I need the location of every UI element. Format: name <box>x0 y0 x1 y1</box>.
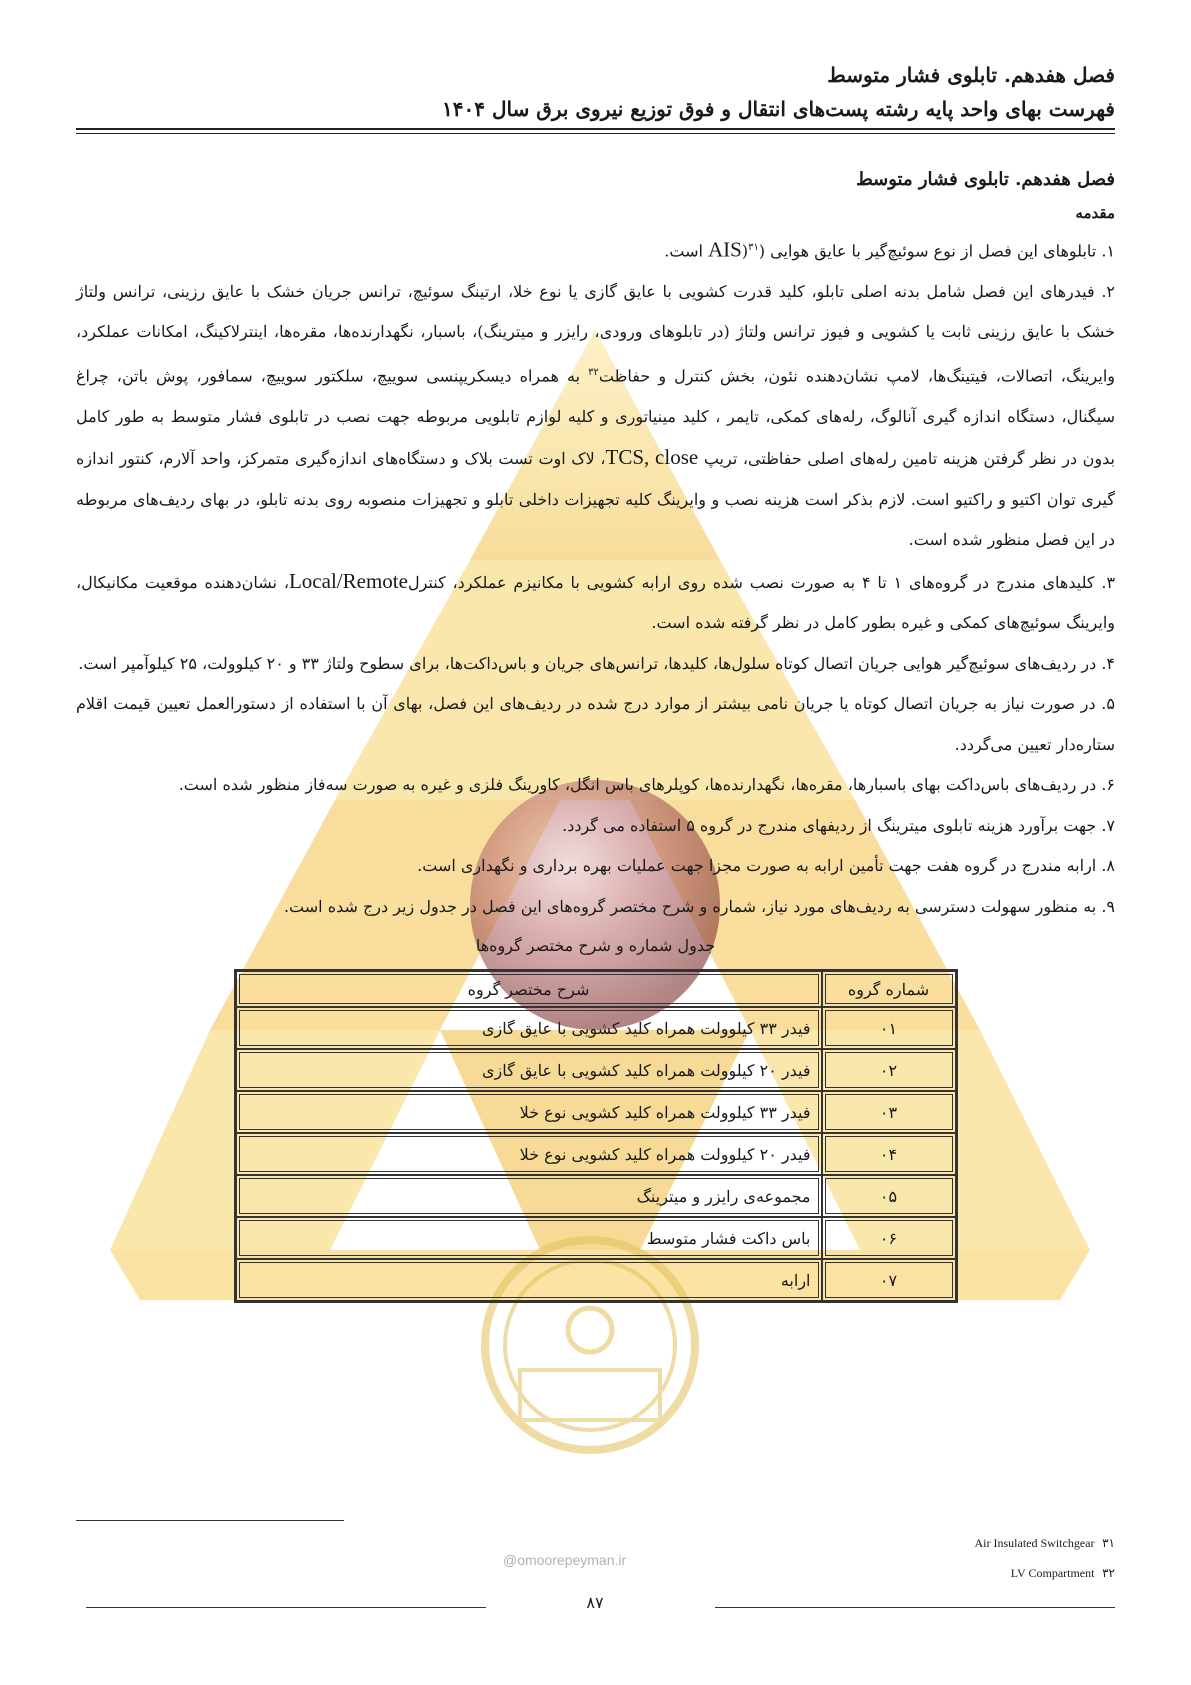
footnote-text: LV Compartment <box>1010 1566 1095 1580</box>
footnotes <box>975 1528 1116 1588</box>
table-row <box>236 1259 956 1301</box>
p2-latin: TCS, close <box>605 445 699 470</box>
header-chapter-title: فصل هفدهم. تابلوی فشار متوسط <box>827 63 1115 87</box>
table-row <box>236 1175 956 1217</box>
header-group-description: شرح مختصر گروه <box>236 971 822 1007</box>
group-number: ۰۷ <box>822 1259 956 1301</box>
table-row <box>236 1007 956 1049</box>
table-row <box>236 1133 956 1175</box>
paragraph-7: ۷. جهت برآورد هزینه تابلوی میترینگ از ردیفهای مندرج در گروه ۵ استفاده می گردد. <box>562 815 1115 835</box>
footer-rule-right <box>715 1607 1115 1608</box>
main-content <box>76 162 1115 1303</box>
group-description: باس داکت فشار متوسط <box>236 1217 822 1259</box>
group-number: ۰۳ <box>822 1091 956 1133</box>
footnote-rule <box>76 1520 344 1521</box>
group-description: فیدر ۳۳ کیلوولت همراه کلید کشویی نوع خلا <box>236 1091 822 1133</box>
header-rule-thick <box>76 128 1115 130</box>
footnote-number: ۳۱ <box>1102 1536 1115 1550</box>
group-number: ۰۶ <box>822 1217 956 1259</box>
paragraph-9: ۹. به منظور سهولت دسترسی به ردیف‌های مورد نیاز، شماره و شرح مختصر گروه‌های این فصل در جدول زیر درج شده است. <box>283 896 1115 916</box>
p2-text-b: به همراه دیسکریپنسی سوییچ، سلکتور سوییچ، سمافور، پوش باتن، چراغ سیگنال، دستگاه اندازه گیری آنالوگ، رله‌های کمکی، تایمر ، کلید مینیاتوری و کلیه لوازم تابلویی مربوطه جهت نصب در تابلوی فشار متوسط به طور کامل بدون در نظر گرفتن هزینه تامین رله‌های اصلی حفاظتی، تریپ <box>76 366 1116 469</box>
p1-latin: AIS <box>708 237 742 262</box>
p3-latin: Local/Remote <box>288 568 408 593</box>
running-header <box>76 58 1115 126</box>
p3-text-a: ۳. کلیدهای مندرج در گروه‌های ۱ تا ۴ به صورت نصب شده روی ارابه کشویی با مکانیزم عملکرد، کنترل <box>407 572 1116 592</box>
group-number: ۰۴ <box>822 1133 956 1175</box>
table-row <box>236 1217 956 1259</box>
paragraph-5: ۵. در صورت نیاز به جریان اتصال کوتاه یا جریان نامی بیشتر از موارد درج شده در ردیف‌های این فصل، بهای آن با استفاده از دستورالعمل تعیین قیمت اقلام ستاره‌دار تعیین می‌گردد. <box>76 694 1115 754</box>
group-description: فیدر ۳۳ کیلوولت همراه کلید کشویی با عایق گازی <box>236 1007 822 1049</box>
watermark-site: @omoorepeyman.ir <box>503 1552 627 1568</box>
group-description: فیدر ۲۰ کیلوولت همراه کلید کشویی نوع خلا <box>236 1133 822 1175</box>
footnote-ref-32: ۳۲ <box>588 366 599 378</box>
header-document-title: فهرست بهای واحد پایه رشته پست‌های انتقال و فوق توزیع نیروی برق سال ۱۴۰۴ <box>442 97 1115 121</box>
page-number: ۸۷ <box>586 1593 604 1612</box>
group-number: ۰۲ <box>822 1049 956 1091</box>
group-number: ۰۵ <box>822 1175 956 1217</box>
group-number: ۰۱ <box>822 1007 956 1049</box>
footnote-32 <box>975 1558 1116 1588</box>
paragraph-8: ۸. ارابه مندرج در گروه هفت جهت تأمین ارابه به صورت مجزا جهت عملیات بهره برداری و نگهداری است. <box>417 856 1115 876</box>
footnote-31 <box>975 1528 1116 1558</box>
paragraph-4: ۴. در ردیف‌های سوئیچ‌گیر هوایی جریان اتصال کوتاه سلول‌ها، کلیدها، ترانس‌های جریان و باس‌داکت‌ها، برای سطوح ولتاژ ۳۳ و ۲۰ کیلوولت، ۲۵ کیلوآمپر است. <box>78 653 1115 673</box>
table-row <box>236 1049 956 1091</box>
group-description: فیدر ۲۰ کیلوولت همراه کلید کشویی با عایق گازی <box>236 1049 822 1091</box>
p1-text-a: ۱. تابلوهای این فصل از نوع سوئیچ‌گیر با عایق هوایی ( <box>758 241 1115 261</box>
header-group-number: شماره گروه <box>822 971 956 1007</box>
paragraph-3 <box>76 561 1115 644</box>
footer-rule-left <box>86 1607 486 1608</box>
group-description: ارابه <box>236 1259 822 1301</box>
watermark-site-text: omoorepeyman.ir <box>517 1552 627 1568</box>
footnote-number: ۳۲ <box>1102 1566 1115 1580</box>
groups-table <box>234 969 958 1303</box>
section-title: فصل هفدهم. تابلوی فشار متوسط <box>856 169 1115 190</box>
header-rule-thin <box>76 133 1115 134</box>
p2-text-a: ۲. فیدرهای این فصل شامل بدنه اصلی تابلو، کلید قدرت کشویی با عایق گازی یا نوع خلا، ارتینگ سوئیچ، ترانس جریان خشک با عایق رزینی، ترانس ولتاژ خشک با عایق رزینی ثابت یا کشویی و فیوز ترانس ولتاژ (در تابلوهای ورودی، رایزر و میترینگ)، باسبار، نگهدارنده‌ها، مقره‌ها، اینترلاکینگ، امکانات عملکرد، وایرینگ، اتصالات، فیتینگ‌ها، لامپ نشان‌دهنده نئون، بخش کنترل و حفاظت <box>76 281 1116 386</box>
paragraph-1 <box>76 228 1115 272</box>
p1-text-c: است. <box>664 241 708 261</box>
p2-text-c: ، لاک اوت تست بلاک و دستگاه‌های اندازه‌گیری متمرکز، واحد آلارم، کنتور اندازه گیری توان اکتیو و راکتیو است. لازم بذکر است هزینه نصب و وایرینگ کلیه تجهیزات داخلی تابلو و تجهیزات منصوبه روی بدنه تابلو، در بهای ردیف‌های مربوطه در این فصل منظور شده است. <box>76 449 1115 550</box>
intro-heading: مقدمه <box>1075 204 1115 222</box>
paragraph-2 <box>76 272 1115 561</box>
table-header-row <box>236 971 956 1007</box>
group-description: مجموعه‌ی رایزر و میترینگ <box>236 1175 822 1217</box>
table-row <box>236 1091 956 1133</box>
paragraph-6: ۶. در ردیف‌های باس‌داکت بهای باسبارها، مقره‌ها، نگهدارنده‌ها، کوپلرهای باس انگل، کاورینگ فلزی و غیره به صورت سه‌فاز منظور شده است. <box>178 775 1115 795</box>
p1-text-b: ) <box>741 241 749 261</box>
footnote-text: Air Insulated Switchgear <box>974 1536 1095 1550</box>
table-caption: جدول شماره و شرح مختصر گروه‌ها <box>475 936 716 956</box>
footnote-ref-31: ۳۱ <box>748 242 759 253</box>
p3-text-b: ، نشان‌دهنده موقعیت مکانیکال، وایرینگ سوئیچ‌های کمکی و غیره بطور کامل در نظر گرفته شده است. <box>76 572 1115 633</box>
